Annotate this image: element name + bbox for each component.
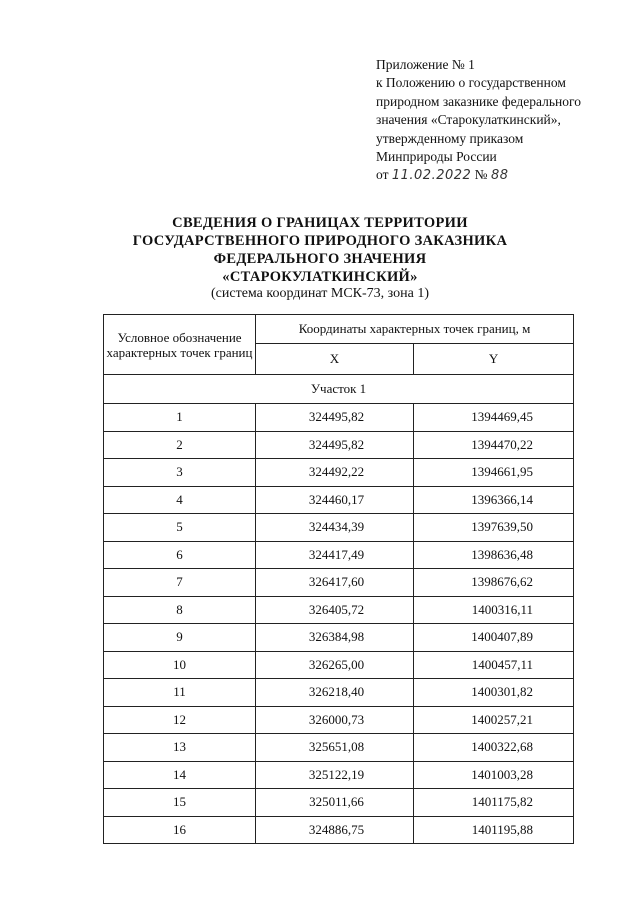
table-row <box>104 541 574 569</box>
point-number: 5 <box>104 514 256 542</box>
appendix-line: значения «Старокулаткинский», <box>376 112 561 128</box>
coord-x: 326384,98 <box>256 624 414 652</box>
handwritten-date: 11.02.2022 <box>391 168 472 184</box>
handwritten-number: 88 <box>490 168 509 184</box>
coord-y: 1400407,89 <box>414 624 574 652</box>
coord-x: 325011,66 <box>256 789 414 817</box>
coord-x: 324417,49 <box>256 541 414 569</box>
point-number: 4 <box>104 486 256 514</box>
table-row <box>104 761 574 789</box>
coord-y: 1394661,95 <box>414 459 574 487</box>
appendix-line: Приложение № 1 <box>376 57 475 72</box>
coord-y: 1400322,68 <box>414 734 574 762</box>
coord-x: 325651,08 <box>256 734 414 762</box>
coord-y: 1401175,82 <box>414 789 574 817</box>
header-y: Y <box>414 344 574 375</box>
table-row <box>104 651 574 679</box>
section-label: Участок 1 <box>104 375 574 404</box>
table-row <box>104 486 574 514</box>
point-number: 2 <box>104 431 256 459</box>
table-row <box>104 679 574 707</box>
title-line: ФЕДЕРАЛЬНОГО ЗНАЧЕНИЯ <box>213 251 427 267</box>
point-number: 14 <box>104 761 256 789</box>
appendix-line: утвержденному приказом <box>376 130 524 146</box>
coordinates-table <box>103 314 574 844</box>
appendix-line: природном заказнике федерального <box>376 93 581 109</box>
title-line: СВЕДЕНИЯ О ГРАНИЦАХ ТЕРРИТОРИИ <box>172 215 468 231</box>
coord-y: 1400316,11 <box>414 596 574 624</box>
appendix-line: к Положению о государственном <box>376 75 566 91</box>
coord-y: 1398676,62 <box>414 569 574 597</box>
point-number: 10 <box>104 651 256 679</box>
appendix-date-line <box>376 166 626 185</box>
point-number: 13 <box>104 734 256 762</box>
table-row <box>104 514 574 542</box>
table-row <box>104 404 574 432</box>
coord-x: 324886,75 <box>256 816 414 844</box>
appendix-block <box>376 56 626 186</box>
table-row <box>104 706 574 734</box>
date-prefix: от <box>376 167 389 183</box>
number-sign: № <box>474 167 488 183</box>
coord-y: 1400257,21 <box>414 706 574 734</box>
coord-x: 326417,60 <box>256 569 414 597</box>
coord-x: 326000,73 <box>256 706 414 734</box>
title-line: ГОСУДАРСТВЕННОГО ПРИРОДНОГО ЗАКАЗНИКА <box>132 233 508 249</box>
table-row <box>104 569 574 597</box>
point-number: 7 <box>104 569 256 597</box>
coord-y: 1400457,11 <box>414 651 574 679</box>
coord-x: 326265,00 <box>256 651 414 679</box>
coord-y: 1398636,48 <box>414 541 574 569</box>
title-line: «СТАРОКУЛАТКИНСКИЙ» <box>222 269 418 285</box>
coord-x: 324495,82 <box>256 431 414 459</box>
coord-x: 324434,39 <box>256 514 414 542</box>
point-number: 8 <box>104 596 256 624</box>
point-number: 3 <box>104 459 256 487</box>
document-title <box>0 214 640 286</box>
table-row <box>104 789 574 817</box>
point-number: 12 <box>104 706 256 734</box>
coord-x: 326405,72 <box>256 596 414 624</box>
point-number: 15 <box>104 789 256 817</box>
table-row <box>104 431 574 459</box>
coord-x: 324460,17 <box>256 486 414 514</box>
point-number: 16 <box>104 816 256 844</box>
header-coordinates: Координаты характерных точек границ, м <box>256 315 574 344</box>
header-x: X <box>256 344 414 375</box>
table-row <box>104 734 574 762</box>
coord-y: 1394470,22 <box>414 431 574 459</box>
appendix-line: Минприроды России <box>376 149 497 165</box>
header-point-label: Условное обозначение характерных точек границ <box>104 315 256 375</box>
coord-y: 1401195,88 <box>414 816 574 844</box>
coord-x: 325122,19 <box>256 761 414 789</box>
point-number: 1 <box>104 404 256 432</box>
coord-y: 1396366,14 <box>414 486 574 514</box>
coordinate-system-subtitle: (система координат МСК-73, зона 1) <box>211 286 429 301</box>
point-number: 6 <box>104 541 256 569</box>
coord-x: 324495,82 <box>256 404 414 432</box>
coord-y: 1397639,50 <box>414 514 574 542</box>
point-number: 9 <box>104 624 256 652</box>
coord-y: 1401003,28 <box>414 761 574 789</box>
coord-y: 1394469,45 <box>414 404 574 432</box>
coord-x: 324492,22 <box>256 459 414 487</box>
table-row <box>104 459 574 487</box>
coord-x: 326218,40 <box>256 679 414 707</box>
coord-y: 1400301,82 <box>414 679 574 707</box>
table-row <box>104 816 574 844</box>
table-row <box>104 596 574 624</box>
point-number: 11 <box>104 679 256 707</box>
table-row <box>104 624 574 652</box>
